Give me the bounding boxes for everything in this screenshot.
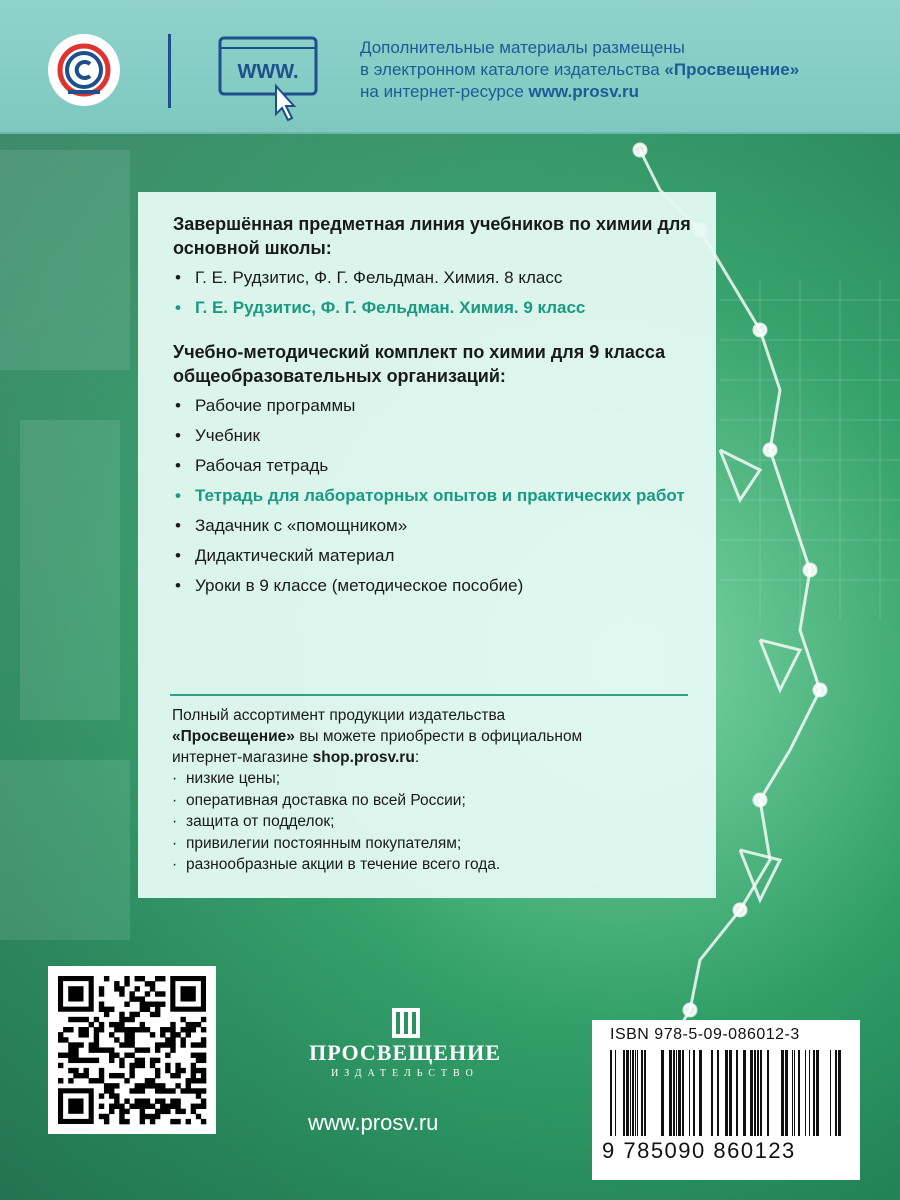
textbook-list [173,266,693,320]
publisher-emblem-icon [300,1002,510,1042]
shop-benefit-item [172,790,702,812]
bullet-icon: • [175,456,181,475]
prosv-link[interactable]: www.prosv.ru [528,82,640,101]
panel-content [173,212,693,604]
kit-item [173,574,693,598]
kit-list [173,394,693,598]
catalog-note-line2: в электронном каталоге издательства «Просвещение» [360,60,800,79]
shop-benefit-item [172,833,702,855]
shop-benefits-list [172,768,702,876]
shop-line3: интернет-магазине shop.prosv.ru: [172,749,420,766]
bullet-icon: • [175,486,181,505]
shop-benefit-item [172,854,702,876]
kit-item-label: Уроки в 9 классе (методическое пособие) [195,576,524,595]
kit-item-label: Рабочая тетрадь [195,456,329,475]
barcode-icon [606,1050,846,1136]
publisher-url[interactable]: www.prosv.ru [308,1110,439,1135]
kit-item [173,544,693,568]
shop-benefit-item-label: разнообразные акции в течение всего года. [186,856,501,873]
kit-item-label: Задачник с «помощником» [195,516,408,535]
bullet-icon: • [175,426,181,445]
www-icon-text: WWW. [237,61,299,83]
isbn-label: ISBN 978-5-09-086012-3 [610,1026,800,1043]
catalog-note [360,37,880,103]
barcode-digits: 9 785090 860123 [602,1138,796,1163]
section-divider [170,694,688,696]
kit-section [173,340,693,598]
bullet-icon: • [175,396,181,415]
shop-info [172,705,702,876]
shop-benefit-item-label: оперативная доставка по всей России; [186,791,466,809]
kit-item [173,424,693,448]
textbook-item [173,296,693,320]
bullet-icon: • [175,576,181,595]
kit-item [173,484,693,508]
shop-line1: Полный ассортимент продукции издательства [172,707,506,724]
qr-code-icon [48,966,216,1134]
isbn-barcode [592,1020,860,1180]
shop-link[interactable]: shop.prosv.ru [312,749,415,766]
bullet-icon: • [175,546,181,565]
kit-item-label: Дидактический материал [195,546,395,565]
bullet-icon: · [172,834,178,852]
shop-benefit-item [172,768,702,790]
textbook-line-heading: Завершённая предметная линия учебников по химии для основной школы: [173,214,691,258]
bullet-icon: • [175,298,181,317]
publisher-name: ПРОСВЕЩЕНИЕ [309,1040,501,1065]
bullet-icon: · [172,813,178,830]
www-icon [218,36,318,129]
catalog-note-line1: Дополнительные материалы размещены [360,38,685,57]
qr-code[interactable] [48,966,216,1134]
bullet-icon: · [172,770,178,787]
textbook-line-section [173,212,693,320]
shop-benefit-item-label: низкие цены; [186,770,281,787]
textbook-item-label: Г. Е. Рудзитис, Ф. Г. Фельдман. Химия. 9 класс [195,298,586,317]
shop-benefit-item-label: привилегии постоянным покупателям; [186,834,462,852]
textbook-item-label: Г. Е. Рудзитис, Ф. Г. Фельдман. Химия. 8 класс [195,268,563,287]
bullet-icon: • [175,516,181,535]
catalog-logo [48,34,120,106]
catalog-logo-icon [48,34,120,106]
bullet-icon: • [175,268,181,287]
catalog-note-line3: на интернет-ресурсе www.prosv.ru [360,82,640,101]
shop-benefit-item-label: защита от подделок; [186,813,335,830]
kit-item-label: Учебник [195,426,260,445]
shop-line2: «Просвещение» вы можете приобрести в официальном [172,728,583,745]
bullet-icon: · [172,791,178,809]
publisher-subtitle: ИЗДАТЕЛЬСТВО [331,1068,479,1079]
kit-heading: Учебно-методический комплект по химии для 9 класса общеобразовательных организаций: [173,342,666,386]
kit-item-label: Тетрадь для лабораторных опытов и практических работ [195,486,685,505]
kit-item [173,454,693,478]
kit-item [173,514,693,538]
bullet-icon: · [172,856,178,873]
header-divider [168,34,171,108]
kit-item-label: Рабочие программы [195,396,356,415]
textbook-item [173,266,693,290]
kit-item [173,394,693,418]
shop-benefit-item [172,811,702,833]
